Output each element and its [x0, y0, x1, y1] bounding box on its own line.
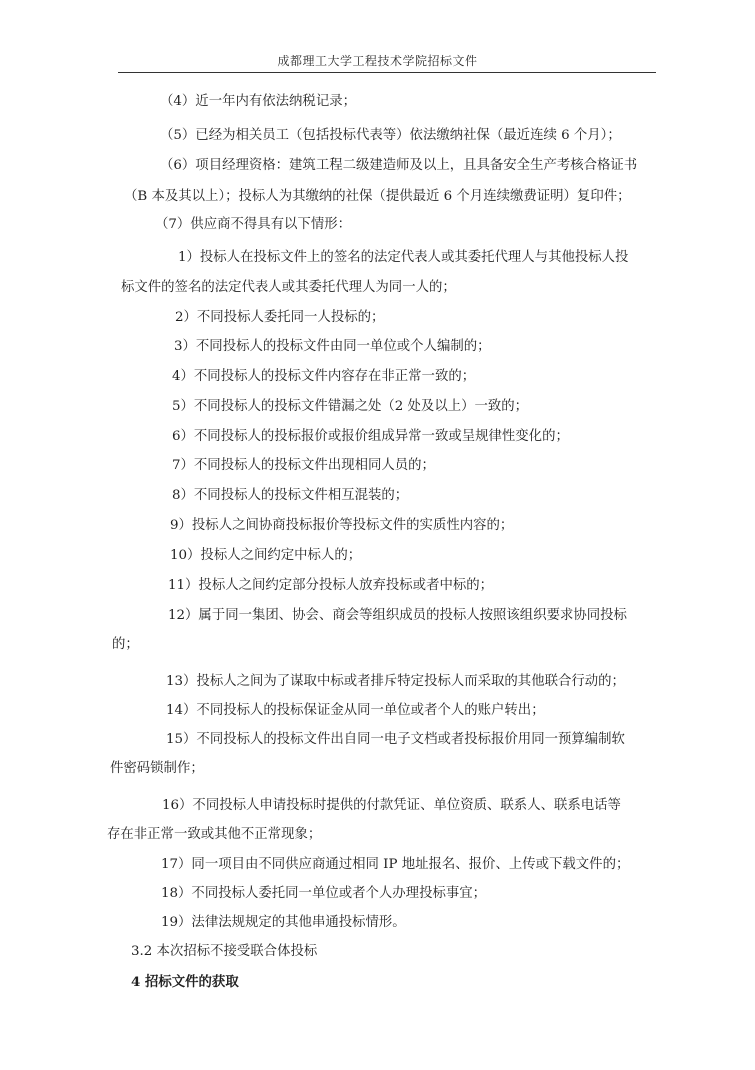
item-2: 2）不同投标人委托同一人投标的；	[175, 310, 385, 325]
item-3: 3）不同投标人的投标文件由同一单位或个人编制的；	[174, 339, 491, 354]
section-4-heading: 4 招标文件的获取	[131, 974, 239, 990]
item-4: 4）不同投标人的投标文件内容存在非正常一致的；	[172, 369, 476, 384]
item-13: 13）投标人之间为了谋取中标或者排斥特定投标人而采取的其他联合行动的；	[166, 674, 625, 689]
item-12-line-2: 的；	[112, 637, 139, 652]
item-11: 11）投标人之间约定部分投标人放弃投标或者中标的；	[168, 578, 494, 593]
item-12-line-1: 12）属于同一集团、协会、商会等组织成员的投标人按照该组织要求协同投标	[168, 608, 627, 623]
clause-4: （4）近一年内有依法纳税记录；	[160, 94, 356, 109]
item-16-line-2: 存在非正常一致或其他不正常现象；	[107, 827, 322, 842]
item-18: 18）不同投标人委托同一单位或者个人办理投标事宜；	[161, 886, 487, 901]
clause-5: （5）已经为相关员工（包括投标代表等）依法缴纳社保（最近连续 6 个月）；	[160, 128, 621, 143]
item-9: 9）投标人之间协商投标报价等投标文件的实质性内容的；	[170, 518, 514, 533]
clause-7: （7）供应商不得具有以下情形：	[155, 217, 351, 232]
item-5: 5）不同投标人的投标文件错漏之处（2 处及以上）一致的；	[172, 399, 529, 414]
item-17: 17）同一项目由不同供应商通过相同 IP 地址报名、报价、上传或下载文件的；	[161, 857, 630, 872]
clause-6-line-1: （6）项目经理资格：建筑工程二级建造师及以上，且具备安全生产考核合格证书	[160, 158, 638, 173]
item-10: 10）投标人之间约定中标人的；	[170, 548, 362, 563]
item-15-line-1: 15）不同投标人的投标文件出自同一电子文档或者投标报价用同一预算编制软	[166, 732, 625, 747]
item-1-line-1: 1）投标人在投标文件上的签名的法定代表人或其委托代理人与其他投标人投	[178, 250, 629, 265]
item-7: 7）不同投标人的投标文件出现相同人员的；	[172, 458, 435, 473]
document-header: 成都理工大学工程技术学院招标文件	[277, 54, 478, 68]
header-rule	[118, 72, 656, 73]
item-1-line-2: 标文件的签名的法定代表人或其委托代理人为同一人的；	[121, 280, 456, 295]
section-3-2: 3.2 本次招标不接受联合体投标	[131, 944, 318, 959]
item-19: 19）法律法规规定的其他串通投标情形。	[161, 915, 406, 930]
clause-6-line-2: （B 本及其以上）；投标人为其缴纳的社保（提供最近 6 个月连续缴费证明）复印件；	[124, 189, 631, 204]
item-15-line-2: 件密码锁制作；	[110, 761, 204, 776]
item-6: 6）不同投标人的投标报价或报价组成异常一致或呈规律性变化的；	[172, 429, 569, 444]
item-8: 8）不同投标人的投标文件相互混装的；	[172, 488, 409, 503]
item-14: 14）不同投标人的投标保证金从同一单位或者个人的账户转出；	[166, 703, 545, 718]
item-16-line-1: 16）不同投标人申请投标时提供的付款凭证、单位资质、联系人、联系电话等	[162, 798, 621, 813]
